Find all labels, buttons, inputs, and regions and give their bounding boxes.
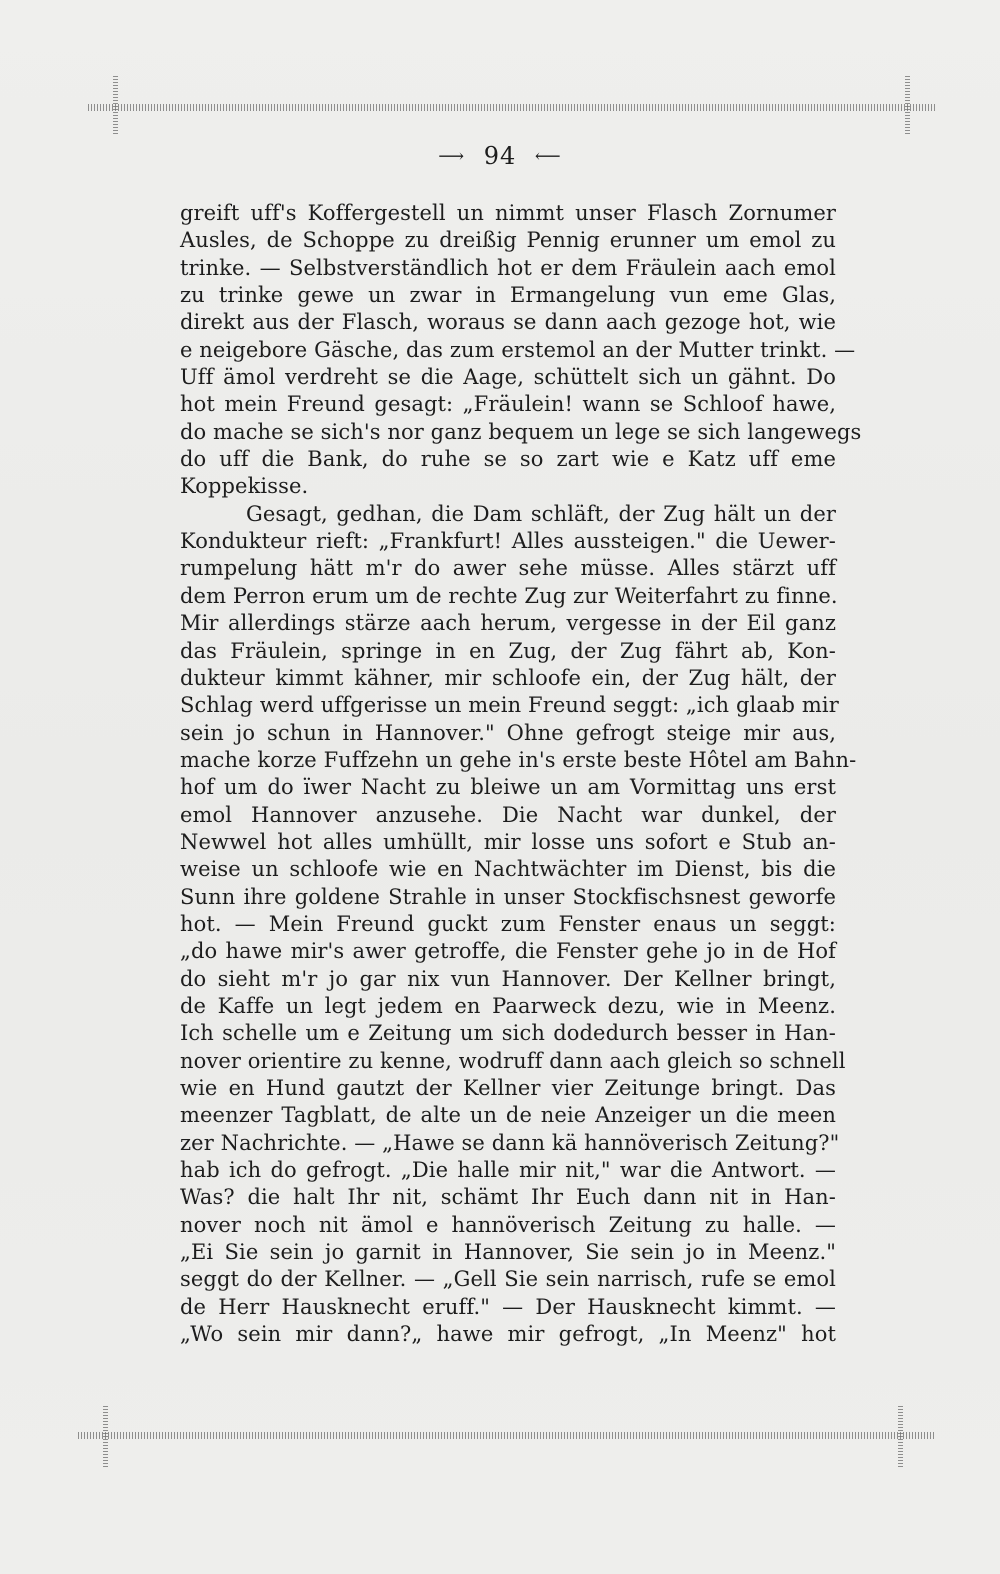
text-line: zu trinke gewe un zwar in Ermangelung vun eme Glas, (180, 283, 836, 308)
bottom-right-border-rule (898, 1406, 903, 1468)
text-line: de Herr Hausknecht eruff." — Der Hausknecht kimmt. — (180, 1294, 836, 1319)
text-line: de Kaffe un legt jedem en Paarweck dezu, wie in Meenz. (180, 993, 836, 1018)
text-line: seggt do der Kellner. — „Gell Sie sein narrisch, rufe se emol (180, 1267, 836, 1292)
text-line: Ausles, de Schoppe zu dreißig Pennig erunner um emol zu (180, 228, 836, 253)
text-line: Newwel hot alles umhüllt, mir losse uns sofort e Stub an- (180, 829, 836, 854)
text-line: Uff ämol verdreht se die Aage, schüttelt sich un gähnt. Do (180, 365, 836, 390)
text-line: e neigebore Gäsche, das zum erstemol an der Mutter trinkt. — (180, 337, 856, 362)
page-number: 94 (483, 142, 517, 170)
text-line: Gesagt, gedhan, die Dam schläft, der Zug hält un der (246, 501, 836, 526)
text-line: emol Hannover anzusehe. Die Nacht war dunkel, der (180, 802, 836, 827)
text-line: direkt aus der Flasch, woraus se dann aach gezoge hot, wie (180, 310, 836, 335)
text-line: trinke. — Selbstverständlich hot er dem Fräulein aach emol (180, 255, 836, 280)
text-line: hof um do ïwer Nacht zu bleiwe un am Vormittag uns erst (180, 775, 836, 800)
text-line: Mir allerdings stärze aach herum, vergesse in der Eil ganz (180, 611, 836, 636)
text-line: Ich schelle um e Zeitung um sich dodedurch besser in Han- (180, 1021, 836, 1046)
text-line: „Ei Sie sein jo garnit in Hannover, Sie sein jo in Meenz." (180, 1240, 836, 1265)
top-border-rule (88, 104, 936, 111)
text-line: do uff die Bank, do ruhe se so zart wie e Katz uff eme (180, 447, 836, 472)
text-line: Was? die halt Ihr nit, schämt Ihr Euch dann nit in Han- (180, 1185, 836, 1210)
top-left-border-rule (113, 76, 118, 134)
bottom-border-rule (78, 1432, 936, 1439)
text-line: weise un schloofe wie en Nachtwächter im Dienst, bis die (180, 857, 836, 882)
page-header (0, 142, 1000, 170)
text-line: zer Nachrichte. — „Hawe se dann kä hannöverisch Zeitung?" (180, 1130, 840, 1155)
text-line: sein jo schun in Hannover." Ohne gefrogt steige mir aus, (180, 720, 836, 745)
text-line: hot. — Mein Freund guckt zum Fenster enaus un seggt: (180, 911, 836, 936)
text-line: das Fräulein, springe in en Zug, der Zug fährt ab, Kon- (180, 638, 836, 663)
body-text (180, 200, 862, 1348)
text-line: Koppekisse. (180, 474, 309, 499)
text-line: Sunn ihre goldene Strahle in unser Stockfischsnest geworfe (180, 884, 836, 909)
top-right-border-rule (905, 76, 910, 134)
text-line: nover orientire zu kenne, wodruff dann aach gleich so schnell (180, 1048, 846, 1073)
text-line: meenzer Tagblatt, de alte un de neie Anzeiger un die meen (180, 1103, 836, 1128)
text-line: „Wo sein mir dann?„ hawe mir gefrogt, „In Meenz" hot (180, 1322, 836, 1347)
text-line: dukteur kimmt kähner, mir schloofe ein, der Zug hält, der (180, 665, 836, 690)
text-line: mache korze Fuffzehn un gehe in's erste beste Hôtel am Bahn- (180, 747, 857, 772)
text-line: Kondukteur rieft: „Frankfurt! Alles aussteigen." die Uewer- (180, 529, 836, 554)
ornament-right-icon: ⟵ (534, 146, 562, 167)
bottom-left-border-rule (103, 1406, 108, 1468)
text-line: nover noch nit ämol e hannöverisch Zeitung zu halle. — (180, 1212, 836, 1237)
text-line: hab ich do gefrogt. „Die halle mir nit," war die Antwort. — (180, 1158, 836, 1183)
text-line: do mache se sich's nor ganz bequem un lege se sich langewegs (180, 419, 862, 444)
text-line: rumpelung hätt m'r do awer sehe müsse. Alles stärzt uff (180, 556, 836, 581)
text-line: dem Perron erum um de rechte Zug zur Weiterfahrt zu finne. (180, 583, 838, 608)
text-line: hot mein Freund gesagt: „Fräulein! wann se Schloof hawe, (180, 392, 836, 417)
text-line: „do hawe mir's awer getroffe, die Fenster gehe jo in de Hof (180, 939, 836, 964)
ornament-left-icon: ⟶ (438, 146, 466, 167)
text-line: Schlag werd uffgerisse un mein Freund seggt: „ich glaab mir (180, 693, 839, 718)
text-line: do sieht m'r jo gar nix vun Hannover. Der Kellner bringt, (180, 966, 836, 991)
text-line: wie en Hund gautzt der Kellner vier Zeitunge bringt. Das (180, 1076, 836, 1100)
text-line: greift uff's Koffergestell un nimmt unser Flasch Zornumer (180, 201, 836, 225)
